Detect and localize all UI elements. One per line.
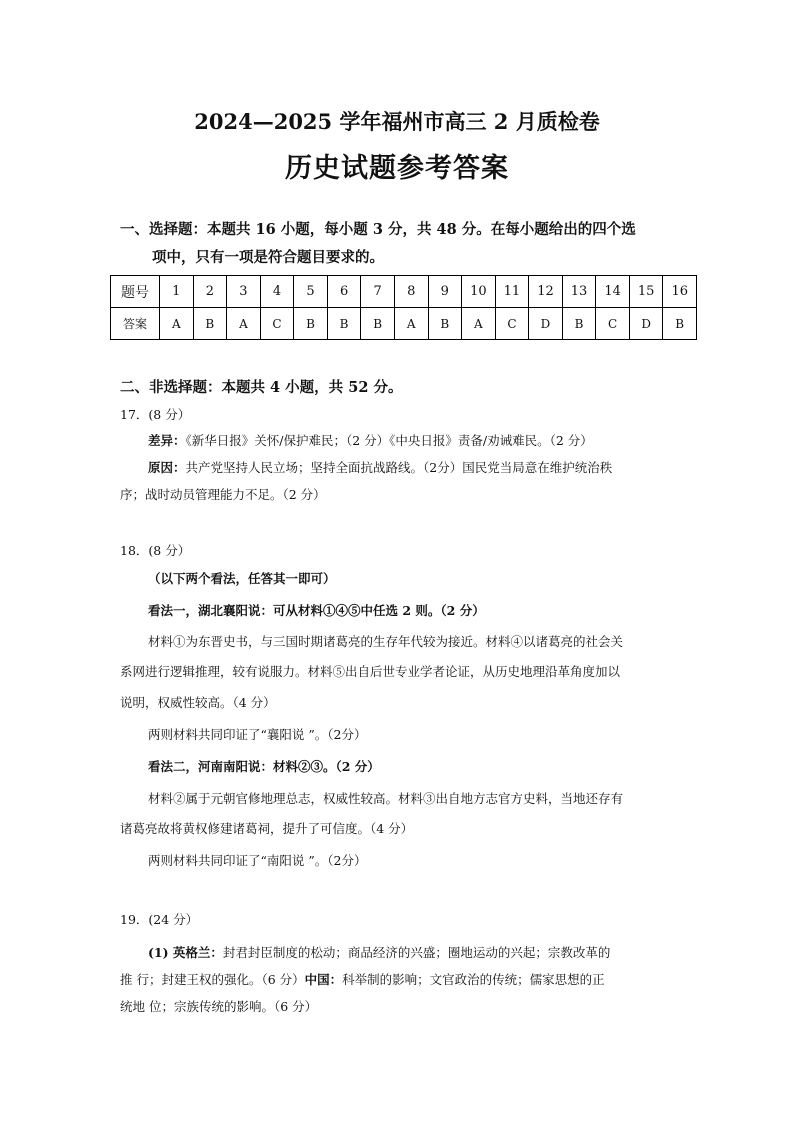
q19-number: 19．(24 分） bbox=[120, 912, 199, 927]
row-label-number: 题号 bbox=[111, 276, 160, 308]
answer-title: 历史试题参考答案 bbox=[285, 153, 509, 184]
section1-heading-line1: 一、选择题：本题共 16 小题，每小题 3 分，共 48 分。在每小题给出的四个选 bbox=[120, 221, 636, 238]
q17-reason-text: 共产党坚持人民立场；坚持全面抗战路线。（2分）国民党当局意在维护统治秩 bbox=[185, 460, 613, 475]
question-number: 2 bbox=[193, 276, 227, 308]
q18-view1-heading: 看法一，湖北襄阳说：可从材料①④⑤中任选 2 则。（2 分） bbox=[148, 603, 485, 618]
answer-cell: C bbox=[596, 308, 630, 340]
q19-england-label: (1) 英格兰： bbox=[148, 945, 223, 960]
answer-cell: B bbox=[562, 308, 596, 340]
q18-view2-conclusion: 两则材料共同印证了“南阳说 ”。（2分） bbox=[148, 853, 367, 868]
q18-view1-line1: 材料①为东晋史书，与三国时期诸葛亮的生存年代较为接近。材料④以诸葛亮的社会关 bbox=[148, 634, 624, 649]
q17-reason-label: 原因： bbox=[148, 460, 186, 475]
exam-title: 2024—2025 学年福州市高三 2 月质检卷 bbox=[194, 109, 600, 134]
question-number: 12 bbox=[529, 276, 563, 308]
answer-cell: A bbox=[394, 308, 428, 340]
q17-number: 17．(8 分） bbox=[120, 407, 191, 422]
question-number: 5 bbox=[294, 276, 328, 308]
answer-table bbox=[110, 275, 697, 340]
answer-cell: C bbox=[495, 308, 529, 340]
answer-cell: D bbox=[629, 308, 663, 340]
question-number: 1 bbox=[160, 276, 194, 308]
answer-cell: A bbox=[462, 308, 496, 340]
q19-china-label: 中国： bbox=[304, 972, 343, 987]
q18-view2-line2: 诸葛亮故将黄权修建诸葛祠，提升了可信度。（4 分） bbox=[120, 821, 414, 836]
answer-cell: B bbox=[193, 308, 227, 340]
answer-cell: D bbox=[529, 308, 563, 340]
question-number: 7 bbox=[361, 276, 395, 308]
q17-diff-label: 差异： bbox=[148, 433, 186, 448]
question-number: 9 bbox=[428, 276, 462, 308]
answer-table-number-row bbox=[111, 276, 697, 308]
answer-cell: B bbox=[663, 308, 697, 340]
question-number: 13 bbox=[562, 276, 596, 308]
question-number: 10 bbox=[462, 276, 496, 308]
q17-reason-line2: 序；战时动员管理能力不足。（2 分） bbox=[120, 487, 326, 502]
q19-england-text: 封君封臣制度的松动；商品经济的兴盛；圈地运动的兴起；宗教改革的 bbox=[222, 945, 611, 960]
q17-reason bbox=[148, 458, 612, 478]
q19-part1-line3: 统地 位；宗族传统的影响。（6 分） bbox=[120, 999, 318, 1014]
answer-cell: B bbox=[361, 308, 395, 340]
question-number: 3 bbox=[227, 276, 261, 308]
q18-number: 18．(8 分） bbox=[120, 543, 191, 558]
answer-cell: B bbox=[428, 308, 462, 340]
answer-cell: B bbox=[294, 308, 328, 340]
answer-cell: A bbox=[227, 308, 261, 340]
question-number: 6 bbox=[327, 276, 361, 308]
answer-cell: B bbox=[327, 308, 361, 340]
q18-view2-heading: 看法二，河南南阳说：材料②③。（2 分） bbox=[148, 759, 380, 774]
q18-view1-line3: 说明，权威性较高。（4 分） bbox=[120, 695, 276, 710]
q17-difference bbox=[148, 431, 593, 451]
section2-heading: 二、非选择题：本题共 4 小题，共 52 分。 bbox=[120, 379, 403, 396]
question-number: 14 bbox=[596, 276, 630, 308]
section1-heading-line2: 项中，只有一项是符合题目要求的。 bbox=[152, 249, 384, 266]
question-number: 15 bbox=[629, 276, 663, 308]
row-label-answer: 答案 bbox=[111, 308, 160, 340]
question-number: 16 bbox=[663, 276, 697, 308]
q19-part1-line2 bbox=[120, 970, 605, 990]
question-number: 8 bbox=[394, 276, 428, 308]
answer-cell: C bbox=[260, 308, 294, 340]
q19-england-text-cont: 推 行；封建王权的强化。（6 分） bbox=[120, 972, 305, 987]
q18-view1-conclusion: 两则材料共同印证了“襄阳说 ”。（2分） bbox=[148, 727, 367, 742]
question-number: 11 bbox=[495, 276, 529, 308]
q19-part1-line1 bbox=[148, 943, 610, 963]
q17-diff-text: 《新华日报》关怀/保护难民；（2 分）《中央日报》责备/劝诫难民。（2 分） bbox=[185, 433, 593, 448]
q18-view1-line2: 系网进行逻辑推理，较有说服力。材料⑤出自后世专业学者论证，从历史地理沿革角度加以 bbox=[120, 664, 621, 679]
q18-note: （以下两个看法，任答其一即可） bbox=[148, 571, 336, 586]
answer-table-answer-row bbox=[111, 308, 697, 340]
q18-view2-line1: 材料②属于元朝官修地理总志，权威性较高。材料③出自地方志官方史料，当地还存有 bbox=[148, 791, 624, 806]
q19-china-text: 科举制的影响；文官政治的传统；儒家思想的正 bbox=[342, 972, 605, 987]
question-number: 4 bbox=[260, 276, 294, 308]
answer-cell: A bbox=[160, 308, 194, 340]
